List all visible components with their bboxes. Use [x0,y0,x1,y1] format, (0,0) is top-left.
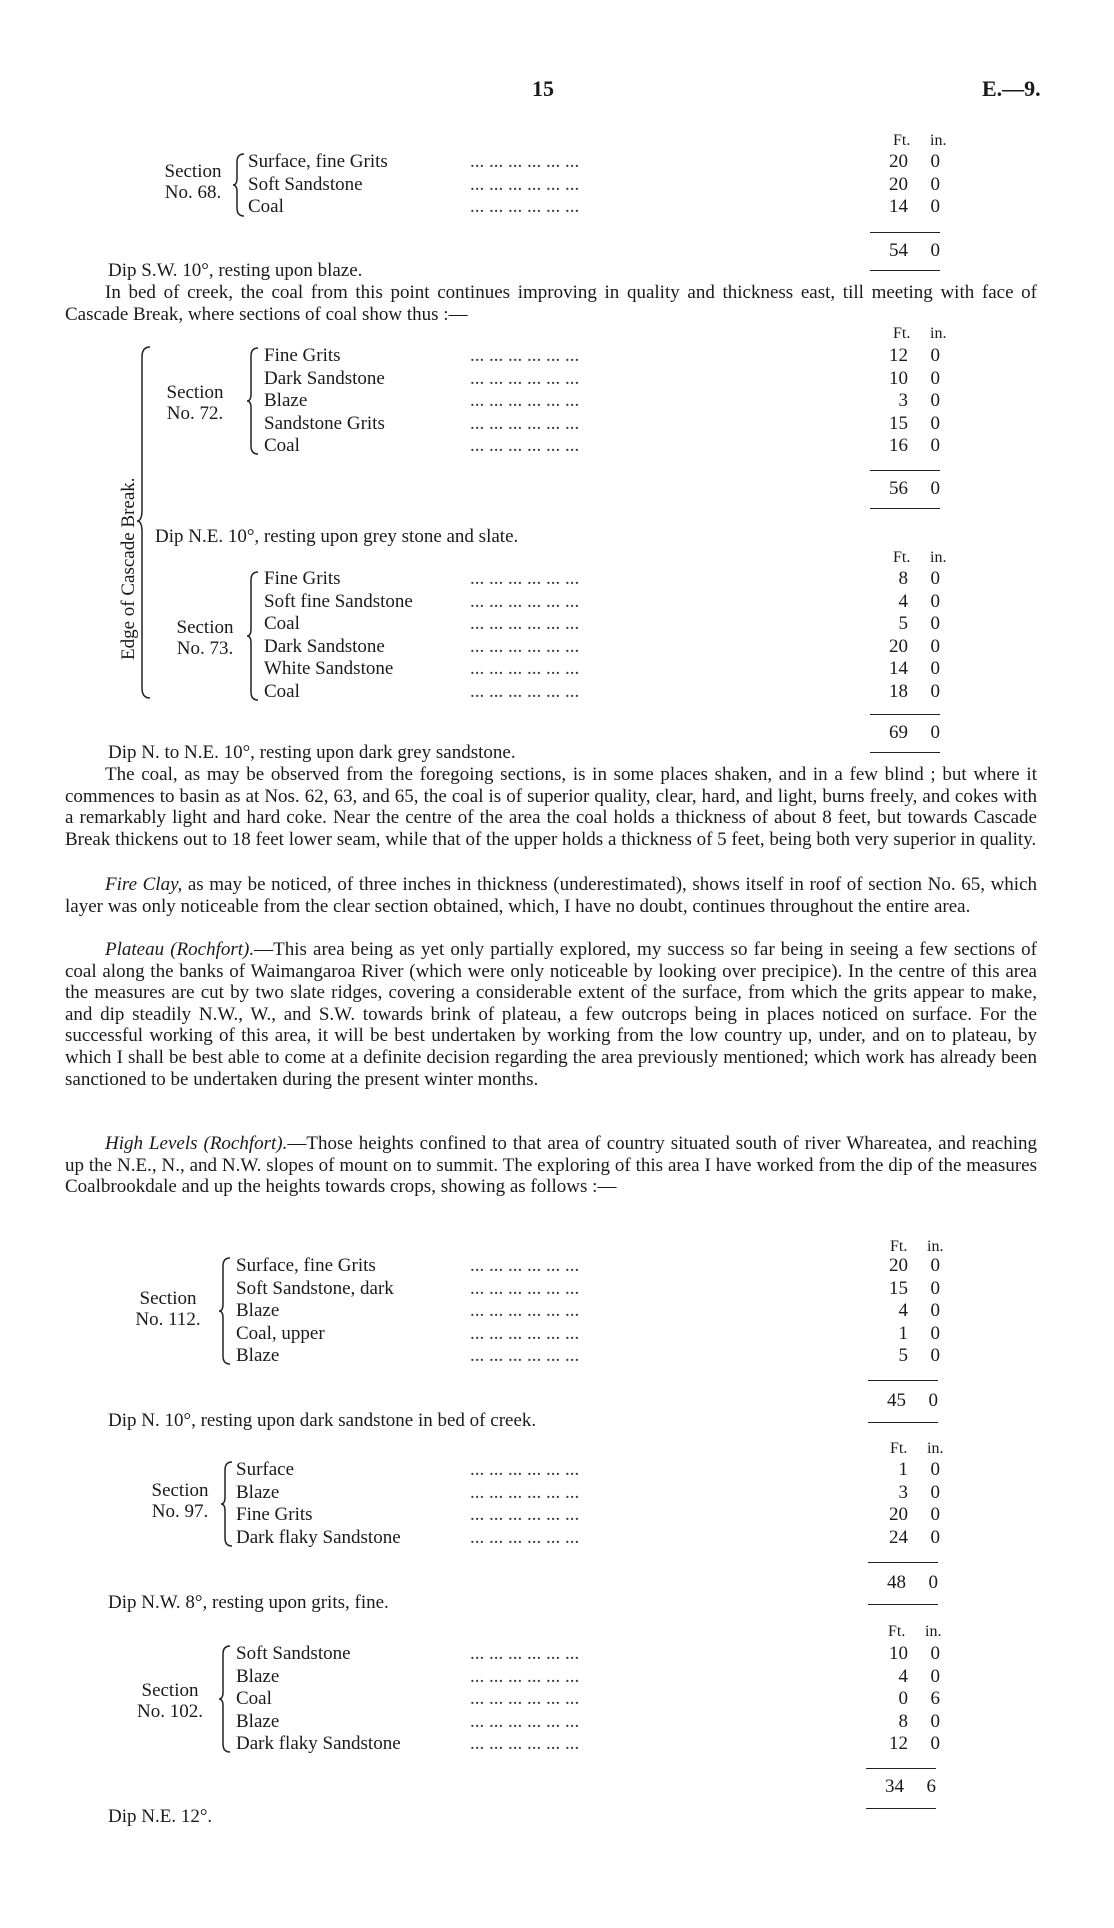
row-label: Coal [264,435,300,456]
section-row [0,390,1114,412]
section-row [0,613,1114,635]
unit-in: in. [925,1623,942,1640]
section-row [0,1527,1114,1549]
row-feet: 20 [889,173,908,195]
section-row [0,1255,1114,1277]
leader-dots: ... ... ... ... ... ... [470,1300,580,1321]
section-label: Section [164,161,222,182]
unit-ft: Ft. [890,1238,908,1255]
section-label: Section [139,1288,197,1309]
total-ft: 34 [885,1776,904,1797]
section-row [0,368,1114,390]
section-row [0,1666,1114,1688]
leader-dots: ... ... ... ... ... ... [470,1733,580,1754]
leader-dots: ... ... ... ... ... ... [470,435,580,456]
section-row [0,435,1114,457]
leader-dots: ... ... ... ... ... ... [470,613,580,634]
row-label: Fine Grits [264,345,341,366]
section-row [0,1345,1114,1367]
row-inches: 0 [930,1504,940,1525]
leader-dots: ... ... ... ... ... ... [470,635,580,657]
paragraph [65,1133,1037,1198]
total-ft: 48 [887,1572,906,1593]
row-label: Surface [236,1459,295,1480]
section-row [0,1323,1114,1345]
total-underline [870,270,940,271]
dip-statement: Dip N.W. 8°, resting upon grits, fine. [108,1592,389,1613]
total-rule [866,1768,936,1769]
row-label: Dark Sandstone [264,635,385,657]
total-ft: 69 [889,722,908,743]
row-feet: 20 [889,151,908,172]
total-ft: 45 [887,1390,906,1411]
leader-dots: ... ... ... ... ... ... [470,1322,580,1344]
section-number: No. 68. [164,182,222,203]
row-label: Fine Grits [236,1504,313,1525]
row-feet: 14 [889,658,908,679]
paragraph-body: as may be noticed, of three inches in thickness (underestimated), shows itself in roof of section No. 65, which layer was only noticeable from the clear section obtained, which, I have no doubt, continues throughout the entire area. [65,874,1038,917]
row-feet: 20 [889,1255,908,1276]
row-label: Dark flaky Sandstone [236,1526,401,1548]
row-label: Fine Grits [264,568,341,589]
row-inches: 0 [930,1710,940,1732]
leader-dots: ... ... ... ... ... ... [470,680,580,702]
row-inches: 0 [930,1322,940,1344]
leader-dots: ... ... ... ... ... ... [470,1665,580,1687]
total-ft: 54 [889,240,908,261]
unit-ft: Ft. [893,549,911,566]
dip-statement: Dip N. to N.E. 10°, resting upon dark grey sandstone. [108,742,516,763]
row-label: Soft Sandstone, dark [236,1277,394,1299]
section-number: No. 102. [137,1701,203,1722]
leader-dots: ... ... ... ... ... ... [470,1481,580,1503]
section-row [0,1482,1114,1504]
row-label: Coal [236,1688,272,1709]
row-inches: 0 [930,196,940,217]
row-feet: 18 [889,680,908,702]
leader-dots: ... ... ... ... ... ... [470,590,580,612]
row-feet: 10 [889,367,908,389]
leader-dots: ... ... ... ... ... ... [470,1277,580,1299]
row-inches: 0 [930,1481,940,1503]
total-rule [868,1562,938,1563]
total-ft: 56 [889,478,908,499]
row-inches: 0 [930,1459,940,1480]
row-feet: 5 [898,1345,908,1366]
total-in: 0 [930,722,940,743]
section-row [0,1711,1114,1733]
paragraph-heading: High Levels (Rochfort). [105,1133,288,1154]
row-feet: 4 [898,1665,908,1687]
leader-dots: ... ... ... ... ... ... [470,568,580,589]
section-label: Section [151,1480,209,1501]
leader-dots: ... ... ... ... ... ... [470,151,580,172]
row-label: Blaze [236,1665,280,1687]
section-label: Section [176,617,234,638]
total-in: 0 [928,1390,938,1411]
unit-in: in. [927,1238,944,1255]
total-rule [870,232,940,233]
page-number: 15 [532,76,554,101]
row-feet: 0 [898,1688,908,1709]
leader-dots: ... ... ... ... ... ... [470,196,580,217]
row-label: Coal, upper [236,1322,325,1344]
leader-dots: ... ... ... ... ... ... [470,1459,580,1480]
row-label: White Sandstone [264,658,394,679]
row-label: Soft fine Sandstone [264,590,413,612]
unit-ft: Ft. [890,1440,908,1457]
row-label: Coal [264,680,300,702]
row-feet: 14 [889,196,908,217]
leader-dots: ... ... ... ... ... ... [470,390,580,411]
leader-dots: ... ... ... ... ... ... [470,1526,580,1548]
row-inches: 0 [930,173,940,195]
leader-dots: ... ... ... ... ... ... [470,1688,580,1709]
section-label: Section [141,1680,199,1701]
total-underline [868,1604,938,1605]
row-feet: 8 [898,568,908,589]
row-label: Soft Sandstone [236,1643,351,1664]
total-rule [868,1380,938,1381]
section-label: Section [166,382,224,403]
row-label: Dark Sandstone [264,367,385,389]
section-row [0,196,1114,218]
total-in: 0 [930,240,940,261]
row-feet: 5 [898,613,908,634]
row-inches: 0 [930,1526,940,1548]
row-inches: 0 [930,151,940,172]
row-feet: 20 [889,635,908,657]
row-feet: 3 [898,1481,908,1503]
row-feet: 15 [889,412,908,434]
row-inches: 0 [930,1345,940,1366]
leader-dots: ... ... ... ... ... ... [470,412,580,434]
row-inches: 0 [930,613,940,634]
row-feet: 16 [889,435,908,456]
row-inches: 0 [930,435,940,456]
dip-statement: Dip S.W. 10°, resting upon blaze. [108,260,363,281]
total-in: 0 [928,1572,938,1593]
dip-statement: Dip N.E. 10°, resting upon grey stone and slate. [155,526,519,547]
row-label: Blaze [236,1481,280,1503]
row-inches: 0 [930,680,940,702]
row-inches: 0 [930,590,940,612]
row-inches: 0 [930,568,940,589]
paragraph [65,874,1037,917]
row-inches: 0 [930,367,940,389]
section-row [0,174,1114,196]
leader-dots: ... ... ... ... ... ... [470,367,580,389]
row-inches: 0 [930,1300,940,1321]
unit-in: in. [930,549,947,566]
row-inches: 0 [930,345,940,366]
section-row [0,1504,1114,1526]
section-row [0,151,1114,173]
total-in: 6 [926,1776,936,1797]
document-reference: E.—9. [982,76,1041,101]
paragraph-body: —This area being as yet only partially explored, my success so far being in seeing a few sections of coal along the banks of Waimangaroa River (which were only noticeable by looking over precipice). In the centre of this area the measures are cut by two slate ridges, covering a considerable extent of the surface, from which the grits appear to make, and dip steadily N.W., W., and S.W. towards brink of plateau, a few outcrops being in places noticed on surface. For the successful working of this area, it will be best undertaken by working from the low country up, under, and on to plateau, by which I shall be best able to come at a definite decision regarding the area previously mentioned; which work has already been sanctioned to be undertaken during the present winter months. [65,939,1037,1090]
section-row [0,1300,1114,1322]
dip-statement: Dip N.E. 12°. [108,1806,213,1827]
row-label: Sandstone Grits [264,412,385,434]
unit-in: in. [927,1440,944,1457]
leader-dots: ... ... ... ... ... ... [470,1504,580,1525]
paragraph-heading: Plateau (Rochfort). [105,939,255,960]
section-row [0,1459,1114,1481]
side-label: Edge of Cascade Break. [118,477,139,660]
leader-dots: ... ... ... ... ... ... [470,1710,580,1732]
row-feet: 8 [898,1710,908,1732]
row-feet: 4 [898,590,908,612]
row-inches: 0 [930,1665,940,1687]
row-feet: 12 [889,345,908,366]
row-inches: 0 [930,635,940,657]
paragraph-heading: Fire Clay, [105,874,183,895]
row-label: Blaze [236,1300,280,1321]
paragraph [65,939,1037,1090]
section-row [0,568,1114,590]
row-feet: 20 [889,1504,908,1525]
row-feet: 24 [889,1526,908,1548]
total-underline [868,1422,938,1423]
row-label: Surface, fine Grits [248,151,388,172]
total-rule [870,470,940,471]
unit-in: in. [930,325,947,342]
row-feet: 12 [889,1733,908,1754]
row-inches: 0 [930,1277,940,1299]
total-in: 0 [930,478,940,499]
row-label: Dark flaky Sandstone [236,1733,401,1754]
unit-ft: Ft. [893,325,911,342]
row-label: Blaze [264,390,308,411]
section-row [0,1688,1114,1710]
section-number: No. 72. [166,403,224,424]
row-inches: 0 [930,412,940,434]
section-row [0,591,1114,613]
leader-dots: ... ... ... ... ... ... [470,1255,580,1276]
section-row [0,658,1114,680]
total-underline [870,752,940,753]
row-inches: 0 [930,658,940,679]
row-label: Blaze [236,1345,280,1366]
paragraph: The coal, as may be observed from the foregoing sections, is in some places shaken, and in a few blind ; but where it commences to basin as at Nos. 62, 63, and 65, the coal is of superior quality, clear, hard, and light, burns freely, and cokes with a remarkably light and hard coke. Near the centre of the area the coal holds a thickness of about 8 feet, but towards Cascade Break thickens out to 18 feet lower seam, while that of the upper holds a thickness of 5 feet, being both very superior in quality. [65,764,1037,850]
row-inches: 0 [930,390,940,411]
row-feet: 4 [898,1300,908,1321]
row-label: Coal [248,196,284,217]
row-feet: 1 [898,1459,908,1480]
section-number: No. 73. [176,638,234,659]
dip-statement: Dip N. 10°, resting upon dark sandstone in bed of creek. [108,1410,537,1431]
row-label: Coal [264,613,300,634]
unit-in: in. [930,132,947,149]
row-inches: 6 [930,1688,940,1709]
section-row [0,413,1114,435]
section-number: No. 112. [135,1309,201,1330]
section-number: No. 97. [151,1501,209,1522]
leader-dots: ... ... ... ... ... ... [470,658,580,679]
section-row [0,345,1114,367]
row-inches: 0 [930,1255,940,1276]
row-inches: 0 [930,1643,940,1664]
unit-ft: Ft. [893,132,911,149]
paragraph: In bed of creek, the coal from this point continues improving in quality and thickness east, till meeting with face of Cascade Break, where sections of coal show thus :— [65,282,1037,325]
unit-ft: Ft. [888,1623,906,1640]
row-label: Soft Sandstone [248,173,363,195]
row-feet: 15 [889,1277,908,1299]
section-row [0,1733,1114,1755]
total-rule [870,714,940,715]
row-inches: 0 [930,1733,940,1754]
row-feet: 3 [898,390,908,411]
section-row [0,636,1114,658]
leader-dots: ... ... ... ... ... ... [470,1643,580,1664]
row-label: Surface, fine Grits [236,1255,376,1276]
leader-dots: ... ... ... ... ... ... [470,173,580,195]
leader-dots: ... ... ... ... ... ... [470,345,580,366]
row-label: Blaze [236,1710,280,1732]
section-row [0,1643,1114,1665]
row-feet: 1 [898,1322,908,1344]
leader-dots: ... ... ... ... ... ... [470,1345,580,1366]
paragraph-body: —Those heights confined to that area of country situated south of river Whareatea, and reaching up the N.E., N., and N.W. slopes of mount on to summit. The exploring of this area I have worked from the dip of the measures Coalbrookdale and up the heights towards crops, showing as follows :— [65,1133,1037,1198]
total-underline [870,508,940,509]
total-underline [866,1808,936,1809]
row-feet: 10 [889,1643,908,1664]
section-row [0,681,1114,703]
section-row [0,1278,1114,1300]
